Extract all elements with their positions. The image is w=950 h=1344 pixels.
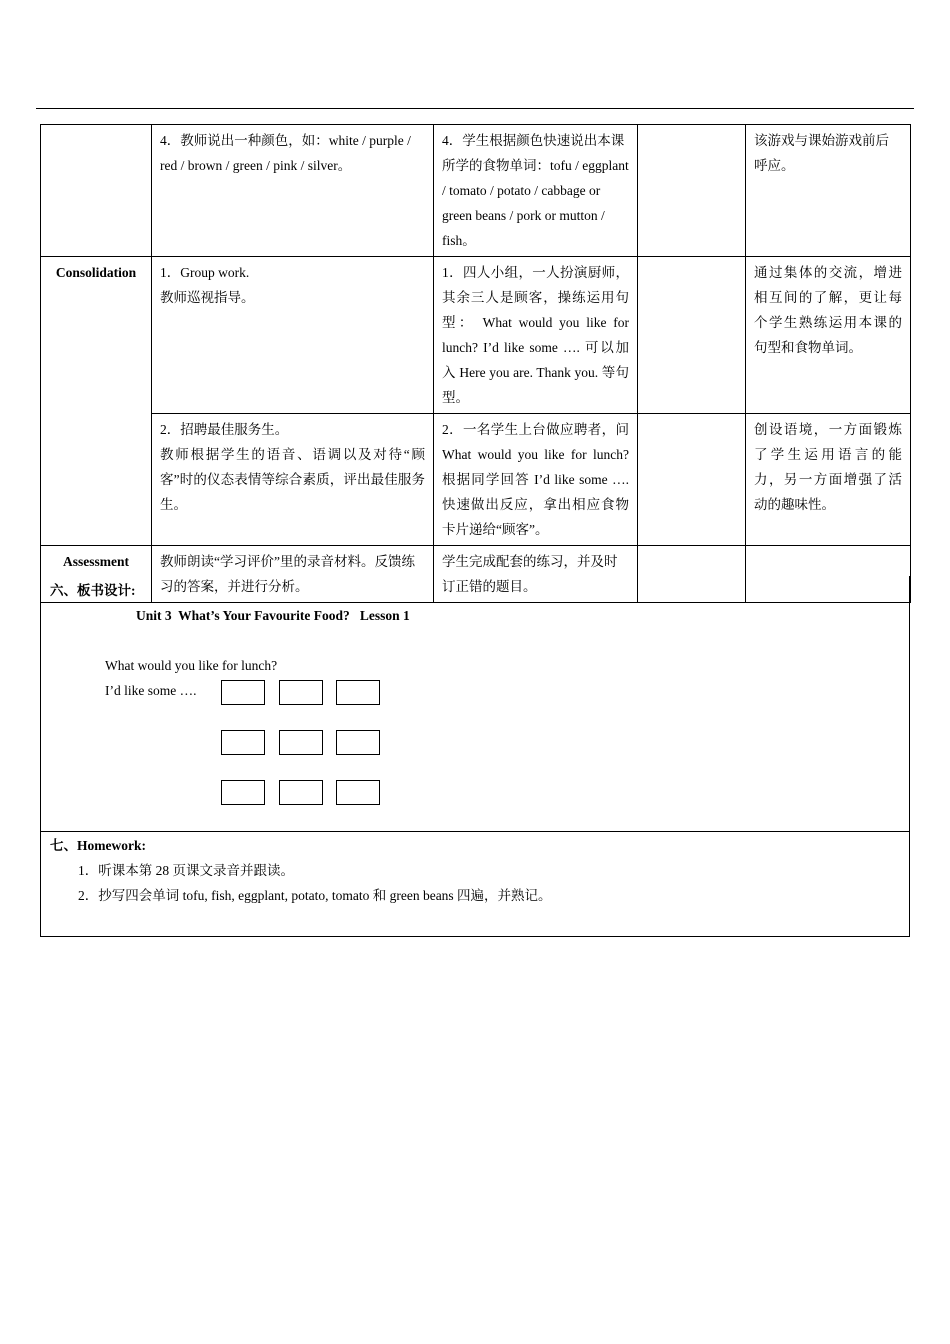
student-activity: 学生完成配套的练习，并及时订正错的题目。	[434, 546, 638, 603]
board-heading: 六、板书设计:	[50, 583, 136, 598]
teacher-activity	[152, 414, 434, 546]
picture-card-box	[221, 730, 265, 755]
homework-item: 1．听课本第 28 页课文录音并跟读。	[78, 863, 294, 878]
student-activity: 1．四人小组，一人扮演厨师，其余三人是顾客，操练运用句型： What would you like for lunch? I’d like some …. 可以加入 Here you are. Thank you. 等句型。	[434, 257, 638, 414]
design-intent: 创设语境，一方面锻炼了学生运用语言的能力，另一方面增强了活动的趣味性。	[746, 414, 911, 546]
picture-card-box	[279, 680, 323, 705]
board-design-section	[40, 576, 910, 832]
stage-assessment: Assessment	[41, 546, 152, 603]
note-cell	[638, 125, 746, 257]
design-intent: 该游戏与课始游戏前后呼应。	[746, 125, 911, 257]
student-activity: 2．一名学生上台做应聘者，问What would you like for lunch? 根据同学回答 I’d like some …. 快速做出反应，拿出相应食物卡片递给“顾客”。	[434, 414, 638, 546]
teacher-line: 1．Group work.	[160, 265, 250, 280]
picture-card-box	[279, 730, 323, 755]
note-cell	[638, 257, 746, 414]
teacher-line: 教师巡视指导。	[160, 290, 255, 305]
stage-consolidation: Consolidation	[41, 257, 152, 546]
teacher-activity	[152, 257, 434, 414]
table-row	[41, 414, 911, 546]
homework-heading: 七、Homework:	[50, 838, 146, 853]
picture-card-box	[336, 680, 380, 705]
teacher-line: 教师根据学生的语音、语调以及对待“顾客”时的仪态表情等综合素质，评出最佳服务生。	[160, 447, 425, 512]
teacher-activity: 4．教师说出一种颜色，如：white / purple / red / brown / green / pink / silver。	[152, 125, 434, 257]
picture-card-box	[221, 780, 265, 805]
header-rule	[36, 108, 914, 109]
picture-card-box	[279, 780, 323, 805]
student-activity: 4．学生根据颜色快速说出本课所学的食物单词：tofu / eggplant / tomato / potato / cabbage or green beans / pork or mutton / fish。	[434, 125, 638, 257]
homework-item: 2．抄写四会单词 tofu, fish, eggplant, potato, tomato 和 green beans 四遍，并熟记。	[78, 888, 552, 903]
homework-section	[40, 831, 910, 937]
board-answer: I’d like some ….	[105, 683, 197, 698]
board-title: Unit 3 What’s Your Favourite Food? Lesson 1	[136, 608, 410, 623]
picture-card-box	[336, 780, 380, 805]
table-row	[41, 125, 911, 257]
stage-cell	[41, 125, 152, 257]
lesson-plan-table	[40, 124, 911, 603]
teacher-activity: 教师朗读“学习评价”里的录音材料。反馈练习的答案，并进行分析。	[152, 546, 434, 603]
teacher-line: 2．招聘最佳服务生。	[160, 422, 289, 437]
note-cell	[638, 414, 746, 546]
picture-card-box	[336, 730, 380, 755]
board-question: What would you like for lunch?	[105, 658, 278, 673]
picture-card-box	[221, 680, 265, 705]
design-intent: 通过集体的交流，增进相互间的了解，更让每个学生熟练运用本课的句型和食物单词。	[746, 257, 911, 414]
table-row	[41, 257, 911, 414]
